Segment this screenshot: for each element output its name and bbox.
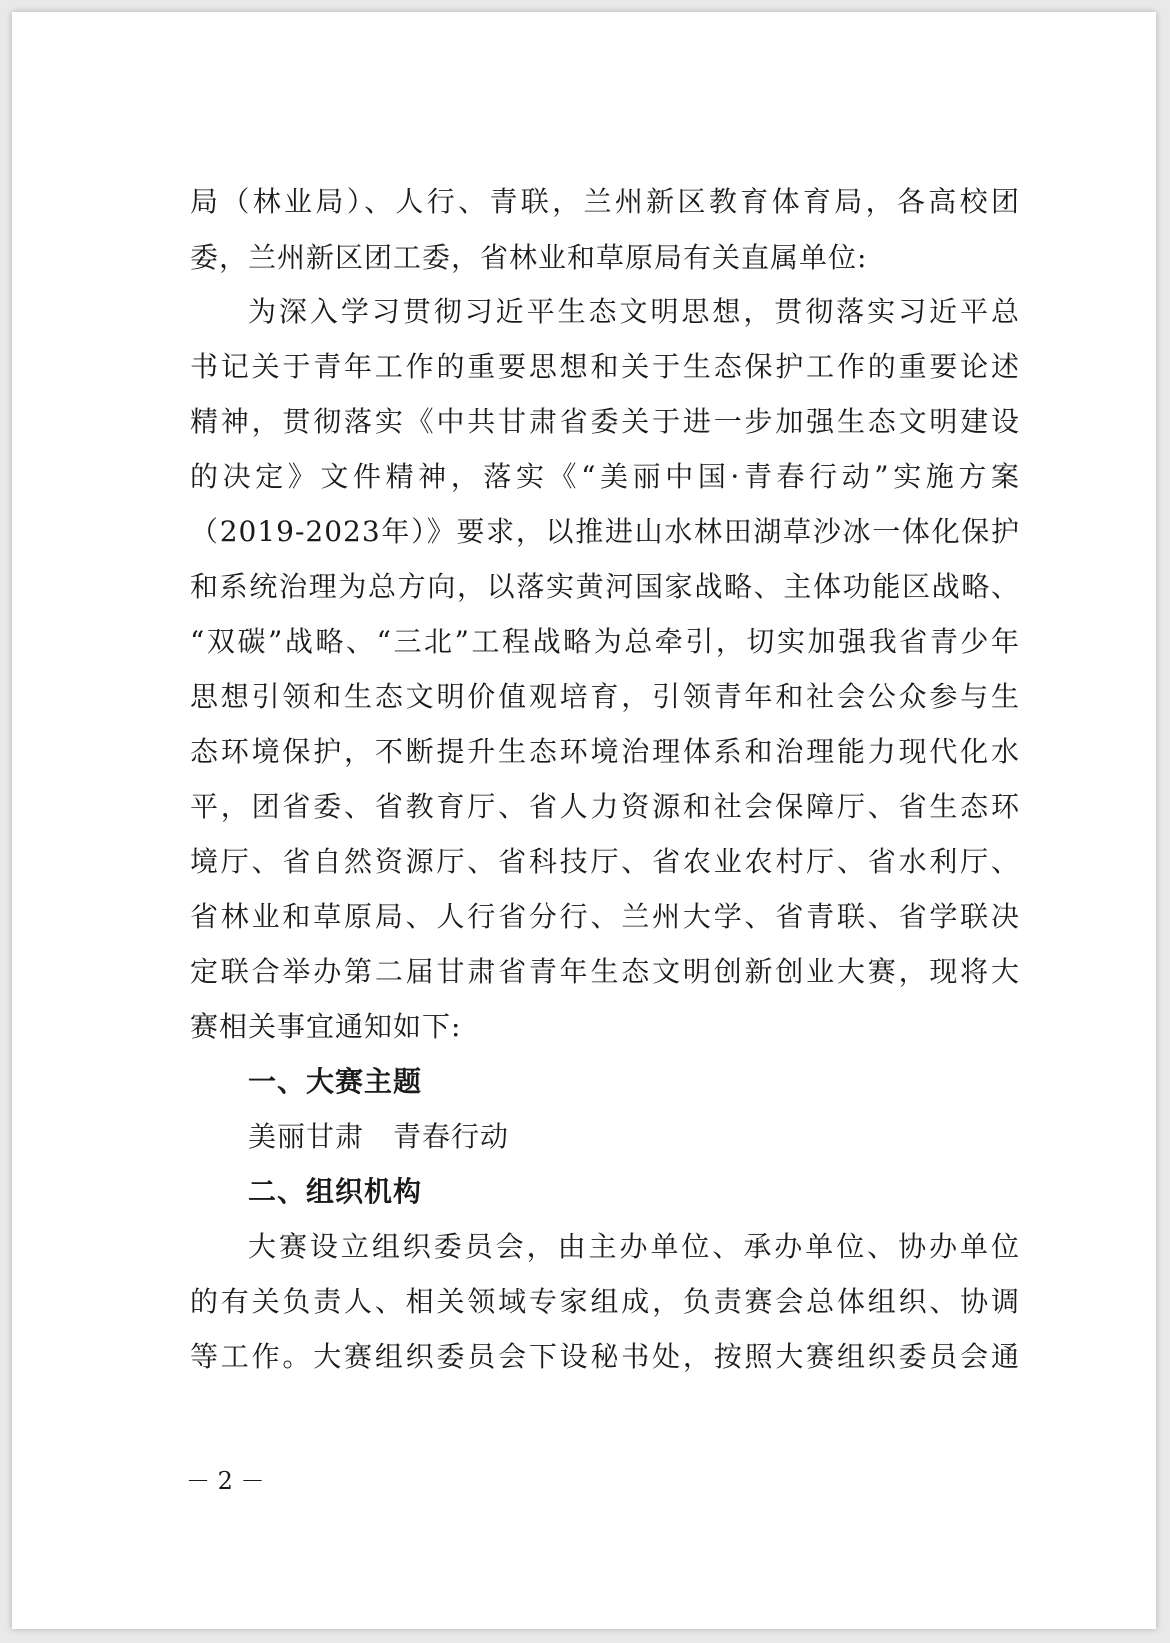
body-text-line: 定联合举办第二届甘肃省青年生态文明创新创业大赛，现将大 (190, 955, 1020, 988)
paragraph-first-line: 为深入学习贯彻习近平生态文明思想，贯彻落实习近平总 (248, 295, 1020, 328)
section-heading-theme: 一、大赛主题 (248, 1065, 423, 1098)
body-text-line: 精神，贯彻落实《中共甘肃省委关于进一步加强生态文明建设 (190, 405, 1020, 438)
body-text-line: 委，兰州新区团工委，省林业和草原局有关直属单位: (190, 241, 868, 274)
body-text-line: （2019-2023年）》要求，以推进山水林田湖草沙冰一体化保护 (190, 515, 1020, 548)
paragraph-first-line: 大赛设立组织委员会，由主办单位、承办单位、协办单位 (248, 1230, 1020, 1263)
section-heading-organization: 二、组织机构 (248, 1175, 423, 1208)
body-text-line: 局（林业局）、人行、青联，兰州新区教育体育局，各高校团 (190, 185, 1020, 218)
body-text-line: 赛相关事宜通知如下: (190, 1010, 462, 1043)
body-text-line: 思想引领和生态文明价值观培育，引领青年和社会公众参与生 (190, 680, 1020, 713)
page-number: － 2 － (186, 1467, 265, 1495)
body-text-line: 的决定》文件精神，落实《“美丽中国·青春行动”实施方案 (190, 460, 1020, 493)
body-text-line: 等工作。大赛组织委员会下设秘书处，按照大赛组织委员会通 (190, 1340, 1020, 1373)
body-text-line: 和系统治理为总方向，以落实黄河国家战略、主体功能区战略、 (190, 570, 1020, 603)
body-text-line: 态环境保护，不断提升生态环境治理体系和治理能力现代化水 (190, 735, 1020, 768)
theme-text: 美丽甘肃 青春行动 (248, 1120, 510, 1153)
body-text-line: 境厅、省自然资源厅、省科技厅、省农业农村厅、省水利厅、 (190, 845, 1020, 878)
body-text-line: 省林业和草原局、人行省分行、兰州大学、省青联、省学联决 (190, 900, 1020, 933)
body-text-line: “双碳”战略、“三北”工程战略为总牵引，切实加强我省青少年 (190, 625, 1020, 658)
body-text-line: 平，团省委、省教育厅、省人力资源和社会保障厅、省生态环 (190, 790, 1020, 823)
body-text-line: 书记关于青年工作的重要思想和关于生态保护工作的重要论述 (190, 350, 1020, 383)
body-text-line: 的有关负责人、相关领域专家组成，负责赛会总体组织、协调 (190, 1285, 1020, 1318)
